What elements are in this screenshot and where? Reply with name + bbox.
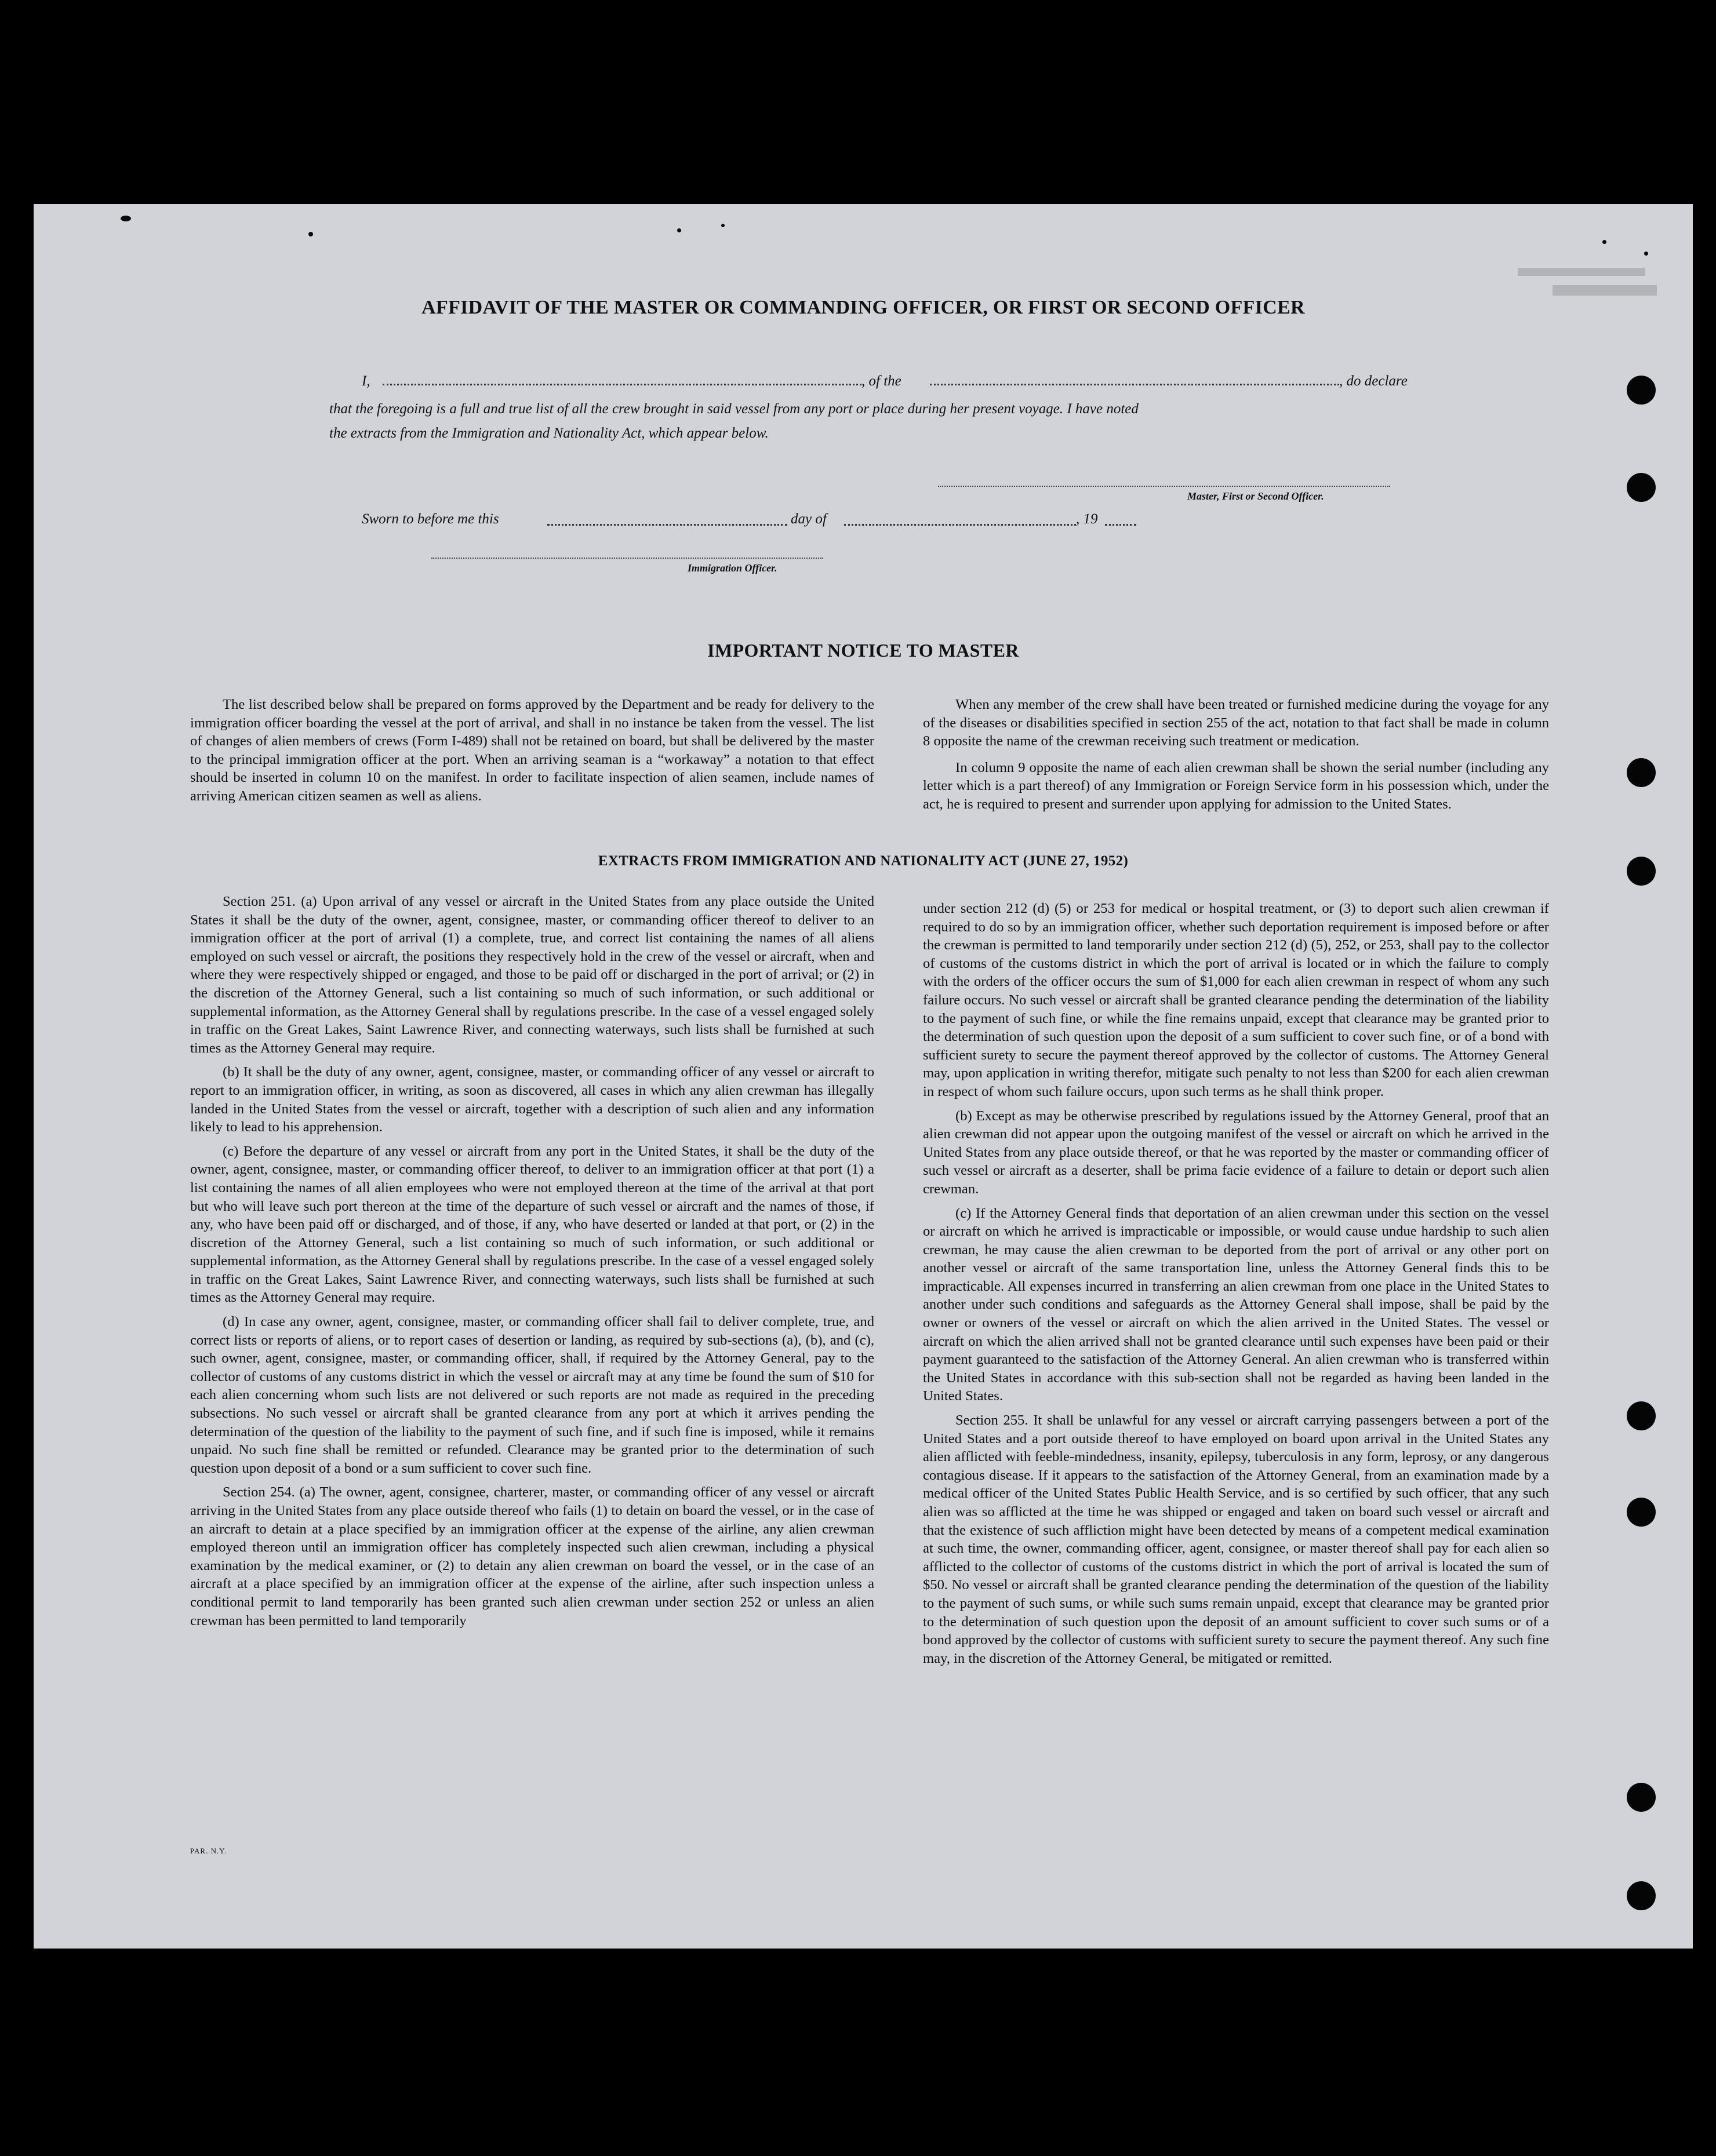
section-251-d: (d) In case any owner, agent, consignee, master, or commanding officer shall fail to deliver complete, true, and correct lists or reports of aliens, or to report cases of desertion or landing, as required by sub-sections (a), (b), and (c), such owner, agent, consignee, master, or commanding officer, shall, if required by the Attorney General, pay to the collector of customs of any customs district in which the vessel or aircraft may at any time be found the sum of $10 for each alien concerning whom such lists are not delivered or such reports are not made as required in the preceding subsections. No such vessel or aircraft shall be granted clearance from any port at which it arrives pending the determination of the question of the liability to the payment of such fine, and if such fine is imposed, while it remains unpaid. No such fine shall be remitted or refunded. Clearance may be granted prior to the determination of such question upon deposit of a bond or a sum sufficient to cover such fine. <box>190 1314 874 1476</box>
section-255: Section 255. It shall be unlawful for any vessel or aircraft carrying passengers between a port of the United States and a port outside thereof to have employed on board upon arrival in the United States any alien afflicted with feeble-mindedness, insanity, epilepsy, tuberculosis in any form, leprosy, or any dangerous contagious disease. If it appears to the satisfaction of the Attorney General, from an examination made by a medical officer of the United States Public Health Service, and is so certified by such officer, that any such alien was so afflicted at the time he was shipped or engaged and taken on board such vessel or aircraft and that the existence of such affliction might have been detected by means of a competent medical examination at such time, the owner, commanding officer, agent, consignee, or master thereof shall pay for each alien so afflicted to the collector of customs of the customs district in which the port of arrival is located the sum of $50. No vessel or aircraft shall be granted clearance pending the determination of the question of the liability to the payment of such sums, or while such sums remain unpaid, except that clearance may be granted prior to the determination of such question upon the deposit of an amount sufficient to cover such sums or of a bond approved by the collector of customs with sufficient surety to secure the payment thereof. Any such fine may, in the discretion of the Attorney General, be mitigated or remitted. <box>923 1412 1550 1666</box>
master-caption: Master, First or Second Officer. <box>1187 490 1324 502</box>
sworn-label: Sworn to before me this <box>362 511 499 527</box>
day-of-label: day of <box>791 511 827 527</box>
affidavit-i: I, <box>362 373 370 389</box>
scan-speck <box>121 216 131 221</box>
punch-hole <box>1627 1881 1656 1910</box>
section-254-a-continued: under section 212 (d) (5) or 253 for medical or hospital treatment, or (3) to deport such alien crewman if required to do so by an immigration officer, whether such deportation requirement is imposed before or after the crewman is permitted to land temporarily under section 212 (d) (5), 252, or 253, shall pay to the collector of customs of the customs district in which the port of arrival is located or in which the failure to comply with the orders of the officer occurs the sum of $1,000 for each alien crewman in respect of whom any such failure occurs. No such vessel or aircraft shall be granted clearance pending the determination of the liability to the payment of such fine, or while the fine remains unpaid, except that clearance may be granted prior to the determination of such question upon the deposit of a sum sufficient to cover such fine, or of a bond with sufficient surety to secure the payment thereof approved by the collector of customs. The Attorney General may, upon application in writing therefor, mitigate such penalty to not less than $200 for each alien crewman in respect of whom such failure occurs, upon such terms as he shall think proper. <box>923 901 1549 1099</box>
section-254-a: Section 254. (a) The owner, agent, consignee, charterer, master, or commanding officer of any vessel or aircraft arriving in the United States from any place outside thereof who fails (1) to detain on board the vessel, or in the case of an aircraft to detain at a place specified by an immigration officer at the expense of the airline, any alien crewman employed thereon until an immigration officer has completely inspected such alien crewman, including a physical examination by the medical examiner, or (2) to detain any alien crewman on board the vessel, or in the case of an aircraft at a place specified by an immigration officer at the expense of the airline, after such inspection unless a conditional permit to land temporarily has been granted such alien crewman under section 252 or unless an alien crewman has been permitted to land temporarily <box>190 1484 874 1629</box>
section-251-c: (c) Before the departure of any vessel or aircraft from any port in the United States, it shall be the duty of the owner, agent, consignee, master, or commanding officer thereof, to deliver to an immigration officer at that port (1) a list containing the names of all alien employees who were not employed thereon at the time of the arrival at that port but who will leave such port thereon at the time of the departure of such vessel or aircraft and the names of those, if any, who have been paid off or discharged, and of those, if any, who have deserted or landed at that port, or (2) in the discretion of the Attorney General, such a list containing so much of such information, or such additional or supplemental information, as the Attorney General shall by regulations prescribe. In the case of a vessel engaged solely in traffic on the Great Lakes, Saint Lawrence River, and connecting waterways, such lists shall be furnished at such times as the Attorney General may require. <box>190 1143 874 1306</box>
immigration-officer-signature-line[interactable] <box>431 558 823 559</box>
sworn-day-blank[interactable] <box>547 524 787 526</box>
scan-speck <box>677 228 681 232</box>
affidavit-line3: the extracts from the Immigration and Nationality Act, which appear below. <box>329 425 769 441</box>
extracts-left-column <box>190 893 874 1630</box>
affidavit-of-the: , of the <box>861 373 901 389</box>
punch-hole <box>1627 1401 1656 1430</box>
notice-left-paragraph: The list described below shall be prepared on forms approved by the Department and be ready for delivery to the immigration officer boarding the vessel at the port of arrival, and shall in no instance be taken from the vessel. The list of changes of alien members of crews (Form I-489) shall not be retained on board, but shall be delivered by the master to the principal immigration officer at the port. When an arriving seaman is a “workaway” a notation to that effect should be inserted in column 10 on the manifest. In order to facilitate inspection of alien seamen, include names of arriving American citizen seamen as well as aliens. <box>190 697 874 804</box>
section-254-c: (c) If the Attorney General finds that deportation of an alien crewman under this section on the vessel or aircraft on which he arrived is impracticable or impossible, or would cause undue hardship to such alien crewman, he may cause the alien crewman to be deported from the port of arrival or any other port on another vessel or aircraft of the same transportation line, unless the Attorney General finds this to be impracticable. All expenses incurred in transferring an alien crewman from one place in the United States to another under such conditions and safeguards as the Attorney General shall impose, shall be paid by the owner or owners of the vessel or aircraft on which the alien arrived in the United States. The vessel or aircraft on which the alien arrived shall not be granted clearance until such expenses have been paid or their payment guaranteed to the satisfaction of the Attorney General. An alien crewman who is transferred within the United States in accordance with this sub-section shall not be regarded as having been landed in the United States. <box>923 1205 1549 1404</box>
immigration-caption: Immigration Officer. <box>688 562 777 574</box>
notice-right-paragraph-1: When any member of the crew shall have been treated or furnished medicine during the voyage for any of the diseases or disabilities specified in section 255 of the act, notation to that fact shall be made in column 8 opposite the name of the crewman receiving such treatment or medication. <box>923 697 1549 749</box>
printer-mark: PAR. N.Y. <box>190 1847 227 1855</box>
document-page <box>34 204 1693 1949</box>
name-blank[interactable] <box>383 384 861 385</box>
scan-speck <box>1602 240 1606 244</box>
punch-hole <box>1627 473 1656 502</box>
notice-title: IMPORTANT NOTICE TO MASTER <box>707 640 1019 661</box>
scan-speck <box>1644 252 1648 256</box>
affidavit-title: AFFIDAVIT OF THE MASTER OR COMMANDING OFFICER, OR FIRST OR SECOND OFFICER <box>421 297 1305 318</box>
notice-right-paragraph-2: In column 9 opposite the name of each alien crewman shall be shown the serial number (including any letter which is a part thereof) of any Immigration or Foreign Service form in his possession which, under the act, he is required to present and surrender upon applying for admission to the United States. <box>923 759 1549 812</box>
punch-hole <box>1627 1783 1656 1812</box>
punch-hole <box>1627 376 1656 405</box>
scan-speck <box>721 224 725 227</box>
bleed-through <box>1518 268 1645 276</box>
sworn-year-blank[interactable] <box>1105 524 1136 526</box>
extracts-right-column <box>923 899 1549 1667</box>
notice-right-column <box>923 695 1549 814</box>
scan-speck <box>308 232 313 236</box>
section-251-b: (b) It shall be the duty of any owner, agent, consignee, master, or commanding officer of any vessel or aircraft to report to an immigration officer, in writing, as soon as discovered, all cases in which any alien crewman has illegally landed in the United States from the vessel or aircraft, together with a description of such alien and any information likely to lead to his apprehension. <box>190 1064 874 1135</box>
affidavit-declare: , do declare <box>1339 373 1408 389</box>
affidavit-line2: that the foregoing is a full and true list of all the crew brought in said vessel from any port or place during her present voyage. I have noted <box>329 401 1139 417</box>
punch-hole <box>1627 758 1656 787</box>
punch-hole <box>1627 1498 1656 1527</box>
year-label: , 19 <box>1076 511 1098 527</box>
master-signature-line[interactable] <box>938 486 1390 487</box>
vessel-blank[interactable] <box>930 384 1339 385</box>
extracts-title: EXTRACTS FROM IMMIGRATION AND NATIONALITY ACT (JUNE 27, 1952) <box>598 853 1129 869</box>
section-254-b: (b) Except as may be otherwise prescribed by regulations issued by the Attorney General, proof that an alien crewman did not appear upon the outgoing manifest of the vessel or aircraft on which he arrived in the United States from any place outside thereof, or that he was reported by the master or commanding officer of such vessel or aircraft as a deserter, shall be prima facie evidence of a failure to detain or deport such alien crewman. <box>923 1108 1549 1197</box>
section-251-a: Section 251. (a) Upon arrival of any vessel or aircraft in the United States from any place outside the United States it shall be the duty of the owner, agent, consignee, master, or commanding officer thereof to deliver to an immigration officer at the port of arrival (1) a complete, true, and correct list containing the names of all aliens employed on such vessel or aircraft, the positions they respectively hold in the crew of the vessel or aircraft, when and where they were respectively shipped or engaged, and those to be paid off or discharged in the port of arrival; or (2) in the discretion of the Attorney General, such a list containing so much of such information, or such additional or supplemental information, as the Attorney General shall by regulations prescribe. In the case of a vessel engaged solely in traffic on the Great Lakes, Saint Lawrence River, and connecting waterways, such lists shall be furnished at such times as the Attorney General may require. <box>190 894 874 1056</box>
bleed-through <box>1553 285 1657 296</box>
notice-left-column <box>190 695 874 806</box>
sworn-month-blank[interactable] <box>844 524 1076 526</box>
